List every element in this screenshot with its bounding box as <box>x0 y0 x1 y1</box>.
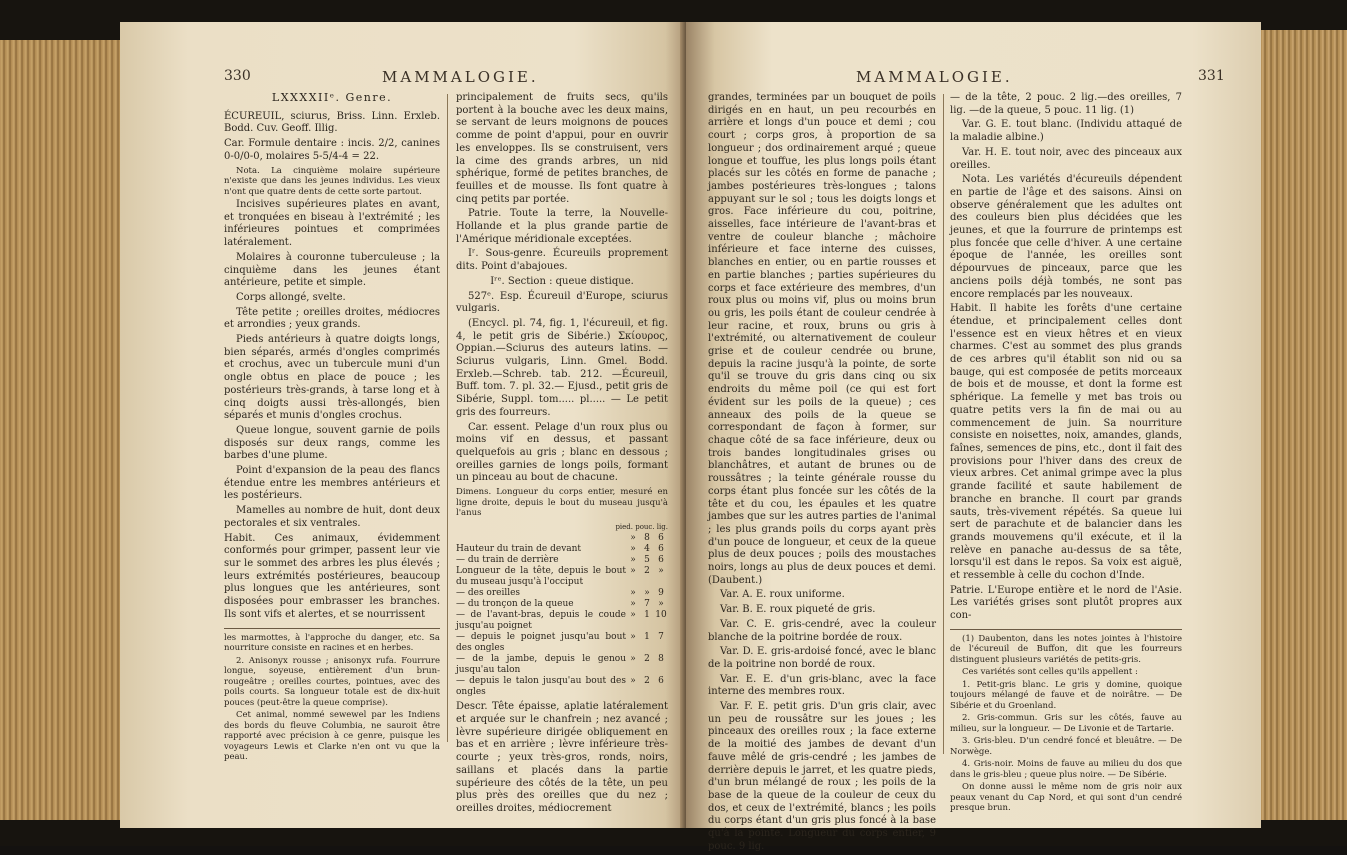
habit-species-text: Habit. Il habite les forêts d'une certaine étendue, et principalement celles dont l'essence est en vieux hêtres et en vieux charmes. C'est au sommet des plus grands de ces arbres qu'il établit son nid ou sa bauge, qui est composée de petits morceaux de bois et de mousse, et dont la forme est sphérique. La femelle y met bas trois ou quatre petits vers la fin de mai ou au commencement de juin. Sa nourriture consiste en noisettes, noix, amandes, glands, faînes, semences de pins, etc., dont il fait des provisions pour l'hiver dans des creux de vieux arbres. Cet animal grimpe avec la plus grande facilité et saute habilement de branche en branche. Il court par grands sauts, très-vivement répétés. Sa queue lui sert de parachute et de balancier dans les grands mouvemens qu'il exécute, et il la relève en panache au-dessus de sa tête, lorsqu'il est dans le repos. Sa voix est aiguë, et ressemble à celle du cochon d'Inde. <box>950 303 1182 582</box>
dimension-row <box>456 654 668 676</box>
right-column-1 <box>708 92 936 855</box>
dimension-pouce: 4 <box>644 544 650 555</box>
dimension-row <box>456 632 668 654</box>
dimension-pied: » <box>630 599 636 610</box>
queue-text: Queue longue, souvent garnie de poils disposés sur deux rangs, comme les barbes d'une plume. <box>224 424 440 462</box>
dimension-pouce: » <box>644 588 650 599</box>
dimension-ligne: 8 <box>658 654 664 665</box>
variety-a: Var. A. E. roux uniforme. <box>720 589 845 601</box>
footnote-item: 1. Petit-gris blanc. Le gris y domine, quoique toujours mélangé de fauve et de noirâtre. — De Sibérie et du Groenland. <box>950 679 1182 711</box>
dimension-row <box>456 533 668 544</box>
description-continued: grandes, terminées par un bouquet de poils dirigés en en haut, un peu recourbés en arrière et longs d'un pouce et demi ; cou court ; corps gros, à proportion de sa longueur ; dos ordinairement arqué ; queue longue et touffue, les plus longs poils étant placés sur les côtés en forme de panache ; jambes postérieures très-longues ; talons appuyant sur le sol ; tous les doigts longs et gros. Face inférieure du cou, poitrine, aisselles, face intérieure de l'avant-bras et ventre de couleur blanche ; mâchoire inférieure et face interne des cuisses, blanches en entier, ou en partie rousses et en partie blanches ; parties supérieures du corps et face extérieure des membres, d'un roux plus ou moins vif, plus ou moins brun ou gris, les poils étant de couleur cendrée à leur racine, et roux, bruns ou gris à l'extrémité, ou alternativement de couleur grise et de couleur cendrée ou brune, depuis la racine jusqu'à la pointe, de sorte qu'il se trouve du gris dans cinq ou six endroits du même poil (ce qui est fort évident sur les poils de la queue) ; ces anneaux des poils de la queue se correspondant de façon à former, sur chaque côté de sa face inférieure, deux ou trois bandes longitudinales grises ou blanchâtres, et autant de brunes ou de roussâtres ; la teinte générale rousse du corps étant plus foncée sur les côtés de la tête et du cou, les épaules et les quatre jambes que sur les autres parties de l'animal ; les plus grands poils du corps ayant près d'un pouce de longueur, et ceux de la queue plus de deux pouces ; poils des moustaches noirs, longs au plus de deux pouces et demi. (Daubent.) <box>708 92 936 586</box>
right-page-number: 331 <box>1198 68 1225 84</box>
variety-g: Var. G. E. tout blanc. (Individu attaqué de la maladie albine.) <box>950 119 1182 144</box>
dimension-pied: » <box>630 610 636 621</box>
dimension-label: — de la jambe, depuis le genou jusqu'au talon <box>456 654 626 676</box>
footnote-anisonyx: 2. Anisonyx rousse ; anisonyx rufa. Fourrure longue, soyeuse, entièrement d'un brun-rougeâtre ; oreilles courtes, pointues, avec des poils courts. Sa longueur totale est de dix-huit pouces (peut-être la queue comprise). <box>224 655 440 708</box>
dimension-label: Hauteur du train de devant <box>456 544 582 555</box>
dimension-row <box>456 676 668 698</box>
pieds-text: Pieds antérieurs à quatre doigts longs, bien séparés, armés d'ongles comprimés et crochus, avec un tubercule muni d'un ongle obtus en place de pouce ; les postérieurs très-grands, à tarse long et à cinq doigts aussi très-allongés, bien séparés et munis d'ongles crochus. <box>224 334 440 422</box>
dimension-pouce: 1 <box>644 610 650 621</box>
left-page-edges <box>0 40 120 820</box>
footnote-rule <box>224 628 440 629</box>
variety-c: Var. C. E. gris-cendré, avec la couleur blanche de la poitrine bordée de roux. <box>708 618 936 643</box>
species-heading: 527ᵉ. Esp. Écureuil d'Europe, sciurus vulgaris. <box>456 290 668 315</box>
dimension-ligne: » <box>658 566 664 577</box>
patrie-species-text: Patrie. L'Europe entière et le nord de l'Asie. Les variétés grises sont plutôt propres aux con- <box>950 584 1182 622</box>
dimension-ligne: 6 <box>658 555 664 566</box>
left-page-number: 330 <box>224 68 251 84</box>
variety-h: Var. H. E. tout noir, avec des pinceaux aux oreilles. <box>950 146 1182 171</box>
dimension-pied: » <box>630 555 636 566</box>
footnote-intro: Ces variétés sont celles qu'ils appellent : <box>962 667 1138 678</box>
dimensions-units: pied. pouc. lig. <box>615 522 668 531</box>
dimension-label: — du tronçon de la queue <box>456 599 574 610</box>
dimensions-table <box>456 533 668 698</box>
right-running-head: MAMMALOGIE. <box>856 68 1013 86</box>
dimension-pied: » <box>630 544 636 555</box>
dental-formula: Car. Formule dentaire : incis. 2/2, canines 0-0/0-0, molaires 5-5/4-4 = 22. <box>224 138 440 162</box>
dimension-pied: » <box>630 676 636 687</box>
variety-d: Var. D. E. gris-ardoisé foncé, avec le blanc de la poitrine non bordé de roux. <box>708 646 936 670</box>
dimension-label: — de l'avant-bras, depuis le coude jusqu'au poignet <box>456 610 626 632</box>
variety-e: Var. E. E. d'un gris-blanc, avec la face interne des membres roux. <box>708 673 936 698</box>
dimension-pouce: 1 <box>644 632 650 643</box>
dimension-label: — depuis le talon jusqu'au bout des ongles <box>456 676 626 698</box>
dimension-pouce: 2 <box>644 654 650 665</box>
dimension-label <box>456 533 626 544</box>
dimension-row <box>456 544 668 555</box>
left-page <box>120 22 688 828</box>
left-running-head: MAMMALOGIE. <box>382 68 539 86</box>
footnote-sewewel: Cet animal, nommé sewewel par les Indiens des bords du fleuve Columbia, ne sauroit être rapporté avec précision à ce genre, puisque les voyageurs Lewis et Clarke n'en ont vu que la peau. <box>224 710 440 763</box>
dimension-ligne: 6 <box>658 533 664 544</box>
dimension-label: — du train de derrière <box>456 555 559 566</box>
footnote-item: 4. Gris-noir. Moins de fauve au milieu du dos que dans le gris-bleu ; queue plus noire. — De Sibérie. <box>950 759 1182 780</box>
expansion-text: Point d'expansion de la peau des flancs étendue entre les membres antérieurs et les postérieurs. <box>224 465 440 502</box>
dimension-pouce: 2 <box>644 566 650 577</box>
dimension-row <box>456 555 668 566</box>
incisives-text: Incisives supérieures plates en avant, et tronquées en biseau à l'extrémité ; les inférieures pointues et comprimées latéralement. <box>224 199 440 249</box>
genus-title: LXXXXIIᵉ. Genre. <box>271 91 393 104</box>
section-heading: Iʳᵉ. Section : queue distique. <box>490 275 634 287</box>
variety-b: Var. B. E. roux piqueté de gris. <box>720 604 876 616</box>
dimension-ligne: 9 <box>658 588 664 599</box>
dimension-row <box>456 599 668 610</box>
variety-f: Var. F. E. petit gris. D'un gris clair, avec un peu de roussâtre sur les joues ; les pinceaux des oreilles roux ; la face externe de la moitié des jambes de devant d'un fauve mêlé de gris-cendré ; les jambes de derrière depuis le jarret, et les quatre pieds, d'un brun mélangé de roux ; les poils de la base de la queue de la couleur de ceux du dos, et ceux de l'extrémité, blancs ; les poils du corps étant d'un gris plus foncé à la base qu'à la pointe. Longueur du corps entier, 9 pouc. 9 lig. <box>708 701 936 852</box>
mamelles-text: Mamelles au nombre de huit, dont deux pectorales et six ventrales. <box>224 505 440 529</box>
dimension-ligne: 6 <box>658 544 664 555</box>
description-text: Descr. Tête épaisse, aplatie latéralement et arquée sur le chanfrein ; nez avancé ; lèvre supérieure dirigée obliquement en bas et en arrière ; lèvre inférieure très-courte ; yeux très-gros, ronds, noirs, saillans et placés dans la partie supérieure des côtés de la tête, un peu plus près des oreilles que du nez ; oreilles droites, médiocrement <box>456 701 668 814</box>
nota-varieties: Nota. Les variétés d'écureuils dépendent en partie de l'âge et des saisons. Ainsi on observe généralement que les adultes ont des couleurs bien plus décidées que les jeunes, et que la fourrure de printemps est plus foncée que celle d'hiver. A une certaine époque de l'année, les oreilles sont dépourvues de pinceaux, parce que les anciens poils déjà tombés, ne sont pas encore remplacés par les nouveaux. <box>950 174 1182 300</box>
dimension-ligne: 6 <box>658 676 664 687</box>
dimension-pouce: 8 <box>644 533 650 544</box>
dimension-pied: » <box>630 588 636 599</box>
footnote-end: On donne aussi le même nom de gris noir aux peaux venant du Cap Nord, et qui sont d'un cendré presque brun. <box>950 782 1182 814</box>
habit-text: Habit. Ces animaux, évidemment conformés pour grimper, passent leur vie sur le sommet des arbres les plus élevés ; leurs extrémités postérieures, beaucoup plus longues que les antérieures, sont disposées pour embrasser les branches. Ils sont vifs et alertes, et se nourrissent <box>224 532 440 620</box>
caract-essent-text: Car. essent. Pelage d'un roux plus ou moins vif en dessus, et passant quelquefois au gris ; blanc en dessous ; oreilles garnies de longs poils, formant un pinceau au bout de chacune. <box>456 421 668 484</box>
dimension-pouce: 2 <box>644 676 650 687</box>
footnote-item: 3. Gris-bleu. D'un cendré foncé et bleuâtre. — De Norwège. <box>950 736 1182 757</box>
corps-text: Corps allongé, svelte. <box>236 291 346 303</box>
footnote-continuation: les marmottes, à l'approche du danger, etc. Sa nourriture consiste en racines et en herbes. <box>224 632 440 654</box>
dimension-label: Longueur de la tête, depuis le bout du museau jusqu'à l'occiput <box>456 566 626 588</box>
footnote-daubenton: (1) Daubenton, dans les notes jointes à l'histoire de l'écureuil de Buffon, dit que les fourreurs distinguent plusieurs variétés de petits-gris. <box>950 633 1182 665</box>
dimension-ligne: 7 <box>658 632 664 643</box>
nota-molaires: Nota. La cinquième molaire supérieure n'existe que dans les jeunes individus. Les vieux n'ont que quatre dents de cette sorte partout. <box>224 165 440 197</box>
left-column-2 <box>456 92 668 818</box>
left-column-1 <box>224 92 440 765</box>
dimension-pouce: 7 <box>644 599 650 610</box>
molaires-text: Molaires à couronne tuberculeuse ; la cinquième dans les jeunes étant antérieure, petite et simple. <box>224 251 440 289</box>
dimension-ligne: » <box>658 599 664 610</box>
dimension-label: — des oreilles <box>456 588 521 599</box>
dimensions-intro: Dimens. Longueur du corps entier, mesuré en ligne droite, depuis le bout du museau jusqu'à l'anus <box>456 487 668 519</box>
dimension-pied: » <box>630 654 636 665</box>
dimension-pied: » <box>630 533 636 544</box>
tete-text: Tête petite ; oreilles droites, médiocres et arrondies ; yeux grands. <box>224 306 440 331</box>
dimension-row <box>456 588 668 599</box>
fruits-text: principalement de fruits secs, qu'ils portent à la bouche avec les deux mains, se servant de leurs moignons de pouces comme de point d'appui, pour en ouvrir les enveloppes. Ils se construisent, vers la cime des grands arbres, un nid sphérique, formé de petites branches, de feuilles et de mousse. Ils font quatre à cinq petits par portée. <box>456 92 668 205</box>
subgenus-heading: Iʳ. Sous-genre. Écureuils proprement dits. Point d'abajoues. <box>456 248 668 273</box>
measurements-continued: — de la tête, 2 pouc. 2 lig.—des oreilles, 7 lig. —de la queue, 5 pouc. 11 lig. (1) <box>950 92 1182 116</box>
right-footnote-rule <box>950 629 1182 630</box>
patrie-genus-text: Patrie. Toute la terre, la Nouvelle-Hollande et la plus grande partie de l'Amérique méridionale exceptées. <box>456 208 668 245</box>
dimension-ligne: 10 <box>655 610 667 621</box>
dimension-row <box>456 610 668 632</box>
right-page <box>686 22 1261 852</box>
right-page-edges <box>1261 30 1347 820</box>
dimension-pouce: 5 <box>644 555 650 566</box>
dimension-pied: » <box>630 632 636 643</box>
genus-name: ÉCUREUIL, sciurus, Briss. Linn. Erxleb. Bodd. Cuv. Geoff. Illig. <box>224 110 440 135</box>
dimension-label: — depuis le poignet jusqu'au bout des ongles <box>456 632 626 654</box>
dimension-row <box>456 566 668 588</box>
right-column-divider <box>943 94 944 754</box>
dimension-pied: » <box>630 566 636 577</box>
footnote-item: 2. Gris-commun. Gris sur les côtés, fauve au milieu, sur la longueur. — De Livonie et de Tartarie. <box>950 713 1182 734</box>
synonymy-text: (Encycl. pl. 74, fig. 1, l'écureuil, et fig. 4, le petit gris de Sibérie.) Σκίουρος, Oppian.—Sciurus des auteurs latins. — Sciurus vulgaris, Linn. Gmel. Bodd. Erxleb.—Schreb. tab. 212. —Écureuil, Buff. tom. 7. pl. 32.— Ejusd., petit gris de Sibérie, Suppl. tom..... pl..... — Le petit gris des fourreurs. <box>456 317 668 418</box>
right-column-2 <box>950 92 1182 816</box>
left-column-divider <box>447 94 448 742</box>
